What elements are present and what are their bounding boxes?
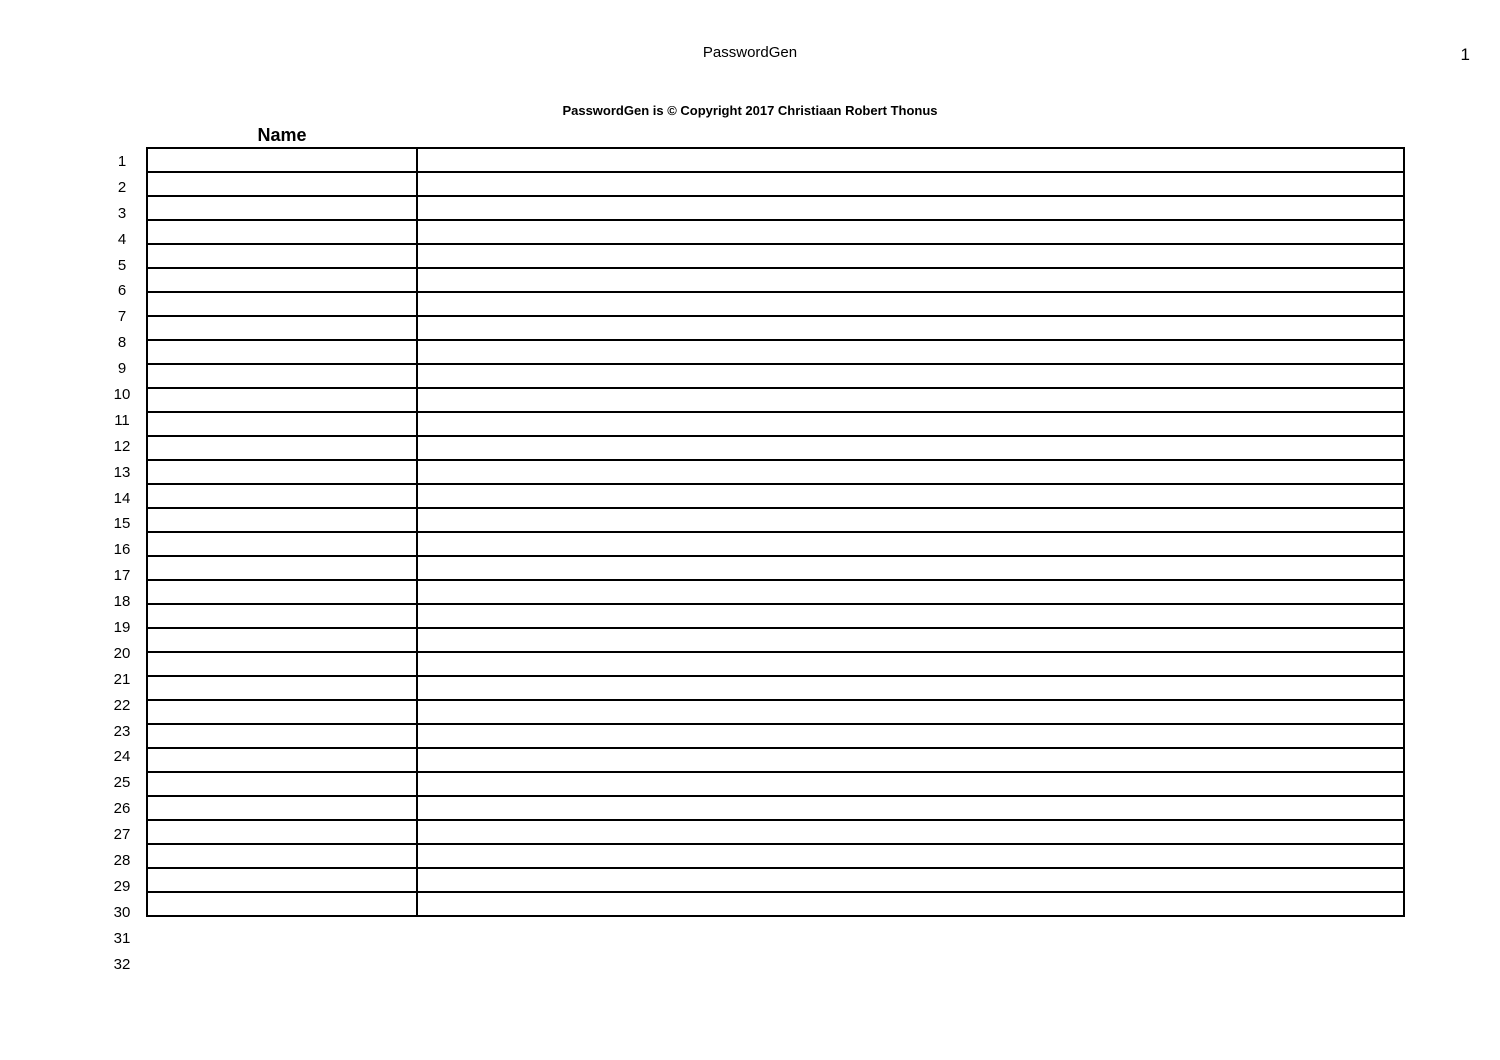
table-row — [147, 436, 1404, 460]
row-number-column — [100, 148, 144, 977]
name-cell[interactable] — [147, 796, 417, 820]
name-cell[interactable] — [147, 628, 417, 652]
row-number: 5 — [117, 256, 127, 274]
password-cell[interactable] — [417, 844, 1404, 868]
row-number: 22 — [113, 696, 131, 714]
password-cell[interactable] — [417, 316, 1404, 340]
name-cell[interactable] — [147, 460, 417, 484]
row-number: 13 — [113, 463, 131, 481]
name-cell[interactable] — [147, 508, 417, 532]
row-number: 12 — [113, 437, 131, 455]
table-row — [147, 364, 1404, 388]
password-cell[interactable] — [417, 700, 1404, 724]
row-number: 27 — [113, 826, 131, 844]
row-number: 10 — [113, 386, 131, 404]
table-row — [147, 388, 1404, 412]
password-cell[interactable] — [417, 196, 1404, 220]
name-cell[interactable] — [147, 268, 417, 292]
page-header-title: PasswordGen — [702, 44, 798, 61]
table-row — [147, 676, 1404, 700]
password-cell[interactable] — [417, 484, 1404, 508]
table-row — [147, 556, 1404, 580]
row-number: 18 — [113, 593, 131, 611]
password-cell[interactable] — [417, 724, 1404, 748]
table-row — [147, 196, 1404, 220]
name-cell[interactable] — [147, 340, 417, 364]
password-cell[interactable] — [417, 676, 1404, 700]
row-number: 4 — [117, 230, 127, 248]
row-number: 26 — [113, 800, 131, 818]
password-cell[interactable] — [417, 436, 1404, 460]
name-cell[interactable] — [147, 700, 417, 724]
table-row — [147, 220, 1404, 244]
password-cell[interactable] — [417, 172, 1404, 196]
password-cell[interactable] — [417, 460, 1404, 484]
name-cell[interactable] — [147, 868, 417, 892]
password-cell[interactable] — [417, 748, 1404, 772]
name-cell[interactable] — [147, 244, 417, 268]
row-number: 3 — [117, 204, 127, 222]
row-number: 21 — [113, 670, 131, 688]
password-cell[interactable] — [417, 412, 1404, 436]
row-number: 15 — [113, 515, 131, 533]
row-number: 16 — [113, 541, 131, 559]
name-cell[interactable] — [147, 220, 417, 244]
table-row — [147, 508, 1404, 532]
table-row — [147, 340, 1404, 364]
name-cell[interactable] — [147, 604, 417, 628]
row-number: 32 — [113, 955, 131, 973]
password-cell[interactable] — [417, 388, 1404, 412]
password-cell[interactable] — [417, 292, 1404, 316]
table-row — [147, 148, 1404, 172]
password-cell[interactable] — [417, 820, 1404, 844]
table-row — [147, 724, 1404, 748]
column-header-name: Name — [257, 125, 307, 145]
row-number: 28 — [113, 852, 131, 870]
name-cell[interactable] — [147, 820, 417, 844]
name-cell[interactable] — [147, 388, 417, 412]
row-number: 23 — [113, 722, 131, 740]
name-cell[interactable] — [147, 316, 417, 340]
row-number: 8 — [117, 334, 127, 352]
table-row — [147, 172, 1404, 196]
table-row — [147, 796, 1404, 820]
name-cell[interactable] — [147, 844, 417, 868]
name-cell[interactable] — [147, 892, 417, 916]
row-number: 20 — [113, 644, 131, 662]
table-row — [147, 268, 1404, 292]
row-number: 25 — [113, 774, 131, 792]
table-row — [147, 532, 1404, 556]
table-row — [147, 604, 1404, 628]
name-cell[interactable] — [147, 292, 417, 316]
password-cell[interactable] — [417, 604, 1404, 628]
password-cell[interactable] — [417, 220, 1404, 244]
password-cell[interactable] — [417, 532, 1404, 556]
password-cell[interactable] — [417, 244, 1404, 268]
name-cell[interactable] — [147, 724, 417, 748]
password-cell[interactable] — [417, 508, 1404, 532]
name-cell[interactable] — [147, 196, 417, 220]
name-cell[interactable] — [147, 412, 417, 436]
row-number: 31 — [113, 929, 131, 947]
table-row — [147, 460, 1404, 484]
table-row — [147, 892, 1404, 916]
table-row — [147, 244, 1404, 268]
row-number: 17 — [113, 567, 131, 585]
table-row — [147, 820, 1404, 844]
table-row — [147, 412, 1404, 436]
password-table — [146, 147, 1405, 917]
row-number: 7 — [117, 308, 127, 326]
row-number: 19 — [113, 619, 131, 637]
table-row — [147, 628, 1404, 652]
table-row — [147, 652, 1404, 676]
name-cell[interactable] — [147, 436, 417, 460]
password-cell[interactable] — [417, 796, 1404, 820]
password-cell[interactable] — [417, 148, 1404, 172]
table-row — [147, 844, 1404, 868]
password-cell[interactable] — [417, 892, 1404, 916]
password-cell[interactable] — [417, 868, 1404, 892]
password-cell[interactable] — [417, 772, 1404, 796]
name-cell[interactable] — [147, 580, 417, 604]
name-cell[interactable] — [147, 172, 417, 196]
name-cell[interactable] — [147, 532, 417, 556]
row-number: 24 — [113, 748, 131, 766]
page-number: 1 — [1460, 45, 1470, 64]
password-cell[interactable] — [417, 556, 1404, 580]
password-cell[interactable] — [417, 652, 1404, 676]
name-cell[interactable] — [147, 148, 417, 172]
table-row — [147, 484, 1404, 508]
row-number: 14 — [113, 489, 131, 507]
password-cell[interactable] — [417, 580, 1404, 604]
row-number: 2 — [117, 178, 127, 196]
password-cell[interactable] — [417, 364, 1404, 388]
row-number: 1 — [117, 153, 127, 170]
name-cell[interactable] — [147, 676, 417, 700]
row-number: 30 — [113, 903, 131, 921]
row-number: 6 — [117, 282, 127, 300]
row-number: 9 — [117, 360, 127, 378]
name-cell[interactable] — [147, 484, 417, 508]
table-row — [147, 772, 1404, 796]
name-cell[interactable] — [147, 364, 417, 388]
table-row — [147, 700, 1404, 724]
table-row — [147, 748, 1404, 772]
password-cell[interactable] — [417, 268, 1404, 292]
name-cell[interactable] — [147, 748, 417, 772]
table-row — [147, 316, 1404, 340]
table-row — [147, 868, 1404, 892]
name-cell[interactable] — [147, 556, 417, 580]
table-row — [147, 292, 1404, 316]
table-row — [147, 580, 1404, 604]
name-cell[interactable] — [147, 772, 417, 796]
password-cell[interactable] — [417, 340, 1404, 364]
row-number: 11 — [114, 411, 130, 429]
copyright-notice: PasswordGen is © Copyright 2017 Christiaan Robert Thonus — [562, 103, 938, 118]
name-cell[interactable] — [147, 652, 417, 676]
password-cell[interactable] — [417, 628, 1404, 652]
row-number: 29 — [113, 877, 131, 895]
